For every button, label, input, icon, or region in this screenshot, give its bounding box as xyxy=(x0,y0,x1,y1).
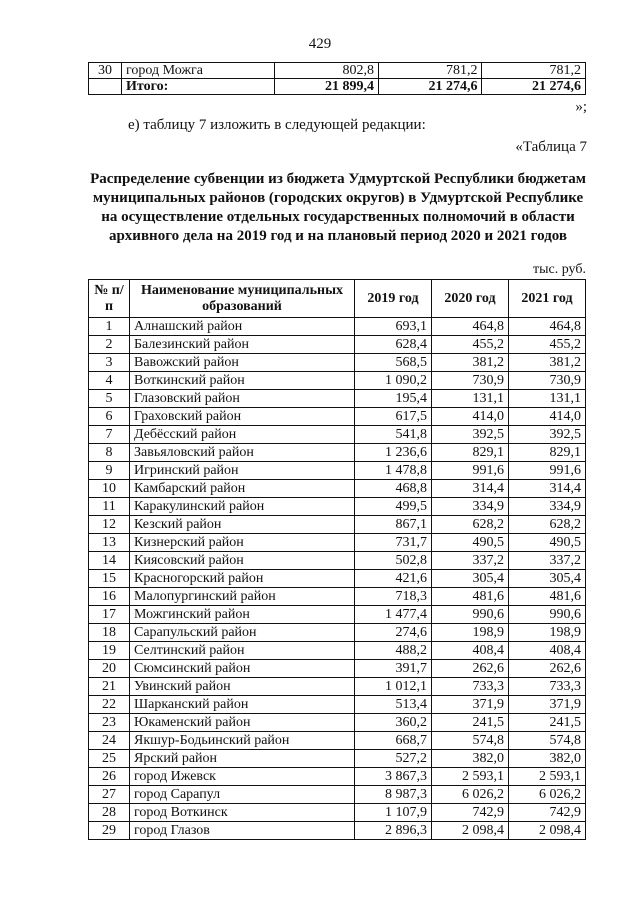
value-2020: 131,1 xyxy=(432,390,509,408)
value-2019: 499,5 xyxy=(355,498,432,516)
value-2020: 730,9 xyxy=(432,372,509,390)
municipality-name: Ярский район xyxy=(130,750,355,768)
table-row xyxy=(89,444,586,462)
value-2019: 1 090,2 xyxy=(355,372,432,390)
value-2020: 392,5 xyxy=(432,426,509,444)
value-2021: 991,6 xyxy=(509,462,586,480)
subvention-table xyxy=(88,279,586,840)
row-number: 6 xyxy=(89,408,130,426)
total-2020: 21 274,6 xyxy=(378,79,482,95)
total-2019: 21 899,4 xyxy=(275,79,379,95)
value-2020: 455,2 xyxy=(432,336,509,354)
municipality-name: Граховский район xyxy=(130,408,355,426)
municipality-name: Балезинский район xyxy=(130,336,355,354)
value-2020: 990,6 xyxy=(432,606,509,624)
table-row xyxy=(89,678,586,696)
municipality-name: Увинский район xyxy=(130,678,355,696)
municipality-name: Глазовский район xyxy=(130,390,355,408)
table-row xyxy=(89,498,586,516)
value-2021: 241,5 xyxy=(509,714,586,732)
municipality-name: город Можга xyxy=(122,63,275,79)
value-2019: 1 107,9 xyxy=(355,804,432,822)
table-row xyxy=(89,714,586,732)
row-number: 24 xyxy=(89,732,130,750)
municipality-name: Игринский район xyxy=(130,462,355,480)
value-2019: 693,1 xyxy=(355,318,432,336)
value-2020: 991,6 xyxy=(432,462,509,480)
row-number: 13 xyxy=(89,534,130,552)
value-2019: 1 478,8 xyxy=(355,462,432,480)
municipality-name: Сарапульский район xyxy=(130,624,355,642)
row-number: 17 xyxy=(89,606,130,624)
row-number: 28 xyxy=(89,804,130,822)
municipality-name: Малопургинский район xyxy=(130,588,355,606)
row-number: 8 xyxy=(89,444,130,462)
value-2019: 541,8 xyxy=(355,426,432,444)
value-2021: 305,4 xyxy=(509,570,586,588)
value-2019: 391,7 xyxy=(355,660,432,678)
value-2021: 733,3 xyxy=(509,678,586,696)
row-number: 12 xyxy=(89,516,130,534)
value-2020: 781,2 xyxy=(378,63,482,79)
table-row xyxy=(89,660,586,678)
table-title: Распределение субвенции из бюджета Удмуртской Республики бюджетам муниципальных районов (городских округов) в Удмуртской Республике на осуществление отдельных государственных полномочий в области архивного дела на 2019 год и на плановый период 2020 и 2021 годов xyxy=(90,171,586,244)
value-2021: 337,2 xyxy=(509,552,586,570)
value-2021: 829,1 xyxy=(509,444,586,462)
municipality-name: Камбарский район xyxy=(130,480,355,498)
table-row xyxy=(89,480,586,498)
row-number: 9 xyxy=(89,462,130,480)
value-2019: 360,2 xyxy=(355,714,432,732)
amendment-instruction: е) таблицу 7 изложить в следующей редакции: xyxy=(128,117,426,133)
table-row xyxy=(89,372,586,390)
value-2021: 742,9 xyxy=(509,804,586,822)
value-2019: 1 236,6 xyxy=(355,444,432,462)
row-number: 14 xyxy=(89,552,130,570)
municipality-name: Шарканский район xyxy=(130,696,355,714)
table-row xyxy=(89,408,586,426)
value-2021: 628,2 xyxy=(509,516,586,534)
value-2021: 574,8 xyxy=(509,732,586,750)
row-number: 15 xyxy=(89,570,130,588)
value-2020: 733,3 xyxy=(432,678,509,696)
value-2021: 392,5 xyxy=(509,426,586,444)
municipality-name: Вавожский район xyxy=(130,354,355,372)
row-number: 21 xyxy=(89,678,130,696)
page-number: 429 xyxy=(308,36,332,52)
previous-table-body xyxy=(89,63,586,95)
table-row xyxy=(89,63,586,79)
total-row xyxy=(89,79,586,95)
row-number: 4 xyxy=(89,372,130,390)
value-2019: 527,2 xyxy=(355,750,432,768)
row-number: 11 xyxy=(89,498,130,516)
value-2021: 730,9 xyxy=(509,372,586,390)
table-row xyxy=(89,822,586,840)
table-row xyxy=(89,354,586,372)
value-2019: 8 987,3 xyxy=(355,786,432,804)
header-2020: 2020 год xyxy=(432,280,509,318)
value-2019: 488,2 xyxy=(355,642,432,660)
value-2020: 481,6 xyxy=(432,588,509,606)
row-number: 27 xyxy=(89,786,130,804)
municipality-name: город Глазов xyxy=(130,822,355,840)
subvention-table-body xyxy=(89,318,586,840)
value-2019: 617,5 xyxy=(355,408,432,426)
value-2020: 198,9 xyxy=(432,624,509,642)
table-header-row xyxy=(89,280,586,318)
table-row xyxy=(89,426,586,444)
municipality-name: Воткинский район xyxy=(130,372,355,390)
closing-quote: »; xyxy=(575,99,587,115)
row-number: 20 xyxy=(89,660,130,678)
value-2019: 195,4 xyxy=(355,390,432,408)
table-row xyxy=(89,462,586,480)
municipality-name: Красногорский район xyxy=(130,570,355,588)
header-name: Наименование муниципальных образований xyxy=(130,280,355,318)
value-2020: 464,8 xyxy=(432,318,509,336)
municipality-name: город Воткинск xyxy=(130,804,355,822)
value-2020: 408,4 xyxy=(432,642,509,660)
value-2019: 628,4 xyxy=(355,336,432,354)
table-row xyxy=(89,750,586,768)
value-2021: 414,0 xyxy=(509,408,586,426)
table-row xyxy=(89,696,586,714)
value-2020: 2 593,1 xyxy=(432,768,509,786)
table-row xyxy=(89,606,586,624)
value-2020: 241,5 xyxy=(432,714,509,732)
row-number: 1 xyxy=(89,318,130,336)
value-2020: 262,6 xyxy=(432,660,509,678)
value-2020: 314,4 xyxy=(432,480,509,498)
municipality-name: город Сарапул xyxy=(130,786,355,804)
municipality-name: Дебёсский район xyxy=(130,426,355,444)
value-2020: 574,8 xyxy=(432,732,509,750)
row-number: 29 xyxy=(89,822,130,840)
table-row xyxy=(89,516,586,534)
value-2020: 6 026,2 xyxy=(432,786,509,804)
row-number: 26 xyxy=(89,768,130,786)
value-2021: 381,2 xyxy=(509,354,586,372)
value-2019: 867,1 xyxy=(355,516,432,534)
value-2019: 468,8 xyxy=(355,480,432,498)
value-2019: 1 012,1 xyxy=(355,678,432,696)
value-2021: 464,8 xyxy=(509,318,586,336)
value-2020: 628,2 xyxy=(432,516,509,534)
value-2019: 421,6 xyxy=(355,570,432,588)
value-2020: 2 098,4 xyxy=(432,822,509,840)
table-row xyxy=(89,390,586,408)
value-2019: 668,7 xyxy=(355,732,432,750)
value-2019: 3 867,3 xyxy=(355,768,432,786)
value-2020: 742,9 xyxy=(432,804,509,822)
value-2020: 382,0 xyxy=(432,750,509,768)
row-number: 22 xyxy=(89,696,130,714)
value-2021: 262,6 xyxy=(509,660,586,678)
municipality-name: Селтинский район xyxy=(130,642,355,660)
value-2019: 1 477,4 xyxy=(355,606,432,624)
value-2020: 414,0 xyxy=(432,408,509,426)
row-number: 30 xyxy=(89,63,122,79)
value-2019: 802,8 xyxy=(275,63,379,79)
total-empty-cell xyxy=(89,79,122,95)
table-row xyxy=(89,570,586,588)
value-2021: 781,2 xyxy=(482,63,586,79)
value-2021: 382,0 xyxy=(509,750,586,768)
row-number: 5 xyxy=(89,390,130,408)
row-number: 18 xyxy=(89,624,130,642)
table-row xyxy=(89,642,586,660)
municipality-name: город Ижевск xyxy=(130,768,355,786)
row-number: 7 xyxy=(89,426,130,444)
row-number: 16 xyxy=(89,588,130,606)
row-number: 10 xyxy=(89,480,130,498)
table-row xyxy=(89,732,586,750)
header-2019: 2019 год xyxy=(355,280,432,318)
table-row xyxy=(89,624,586,642)
table-row xyxy=(89,534,586,552)
value-2019: 718,3 xyxy=(355,588,432,606)
municipality-name: Кизнерский район xyxy=(130,534,355,552)
value-2021: 455,2 xyxy=(509,336,586,354)
table-row xyxy=(89,768,586,786)
total-label: Итого: xyxy=(122,79,275,95)
municipality-name: Сюмсинский район xyxy=(130,660,355,678)
row-number: 23 xyxy=(89,714,130,732)
value-2021: 990,6 xyxy=(509,606,586,624)
value-2019: 502,8 xyxy=(355,552,432,570)
value-2019: 731,7 xyxy=(355,534,432,552)
municipality-name: Якшур-Бодьинский район xyxy=(130,732,355,750)
municipality-name: Киясовский район xyxy=(130,552,355,570)
value-2020: 829,1 xyxy=(432,444,509,462)
value-2021: 6 026,2 xyxy=(509,786,586,804)
value-2020: 305,4 xyxy=(432,570,509,588)
table-label: «Таблица 7 xyxy=(515,139,587,155)
row-number: 19 xyxy=(89,642,130,660)
row-number: 2 xyxy=(89,336,130,354)
row-number: 25 xyxy=(89,750,130,768)
municipality-name: Кезский район xyxy=(130,516,355,534)
table-row xyxy=(89,786,586,804)
value-2021: 131,1 xyxy=(509,390,586,408)
municipality-name: Юкаменский район xyxy=(130,714,355,732)
previous-table-end xyxy=(88,62,586,95)
value-2021: 334,9 xyxy=(509,498,586,516)
table-row xyxy=(89,552,586,570)
value-2021: 481,6 xyxy=(509,588,586,606)
municipality-name: Каракулинский район xyxy=(130,498,355,516)
municipality-name: Завьяловский район xyxy=(130,444,355,462)
header-2021: 2021 год xyxy=(509,280,586,318)
total-2021: 21 274,6 xyxy=(482,79,586,95)
units-label: тыс. руб. xyxy=(533,262,586,277)
row-number: 3 xyxy=(89,354,130,372)
value-2019: 568,5 xyxy=(355,354,432,372)
value-2021: 371,9 xyxy=(509,696,586,714)
table-row xyxy=(89,804,586,822)
municipality-name: Алнашский район xyxy=(130,318,355,336)
value-2021: 314,4 xyxy=(509,480,586,498)
table-row xyxy=(89,588,586,606)
municipality-name: Можгинский район xyxy=(130,606,355,624)
value-2019: 513,4 xyxy=(355,696,432,714)
value-2020: 490,5 xyxy=(432,534,509,552)
table-row xyxy=(89,336,586,354)
value-2020: 381,2 xyxy=(432,354,509,372)
value-2019: 2 896,3 xyxy=(355,822,432,840)
value-2021: 2 593,1 xyxy=(509,768,586,786)
value-2021: 490,5 xyxy=(509,534,586,552)
header-no: № п/п xyxy=(89,280,130,318)
value-2020: 371,9 xyxy=(432,696,509,714)
value-2019: 274,6 xyxy=(355,624,432,642)
value-2021: 198,9 xyxy=(509,624,586,642)
value-2020: 337,2 xyxy=(432,552,509,570)
value-2021: 408,4 xyxy=(509,642,586,660)
table-row xyxy=(89,318,586,336)
value-2020: 334,9 xyxy=(432,498,509,516)
value-2021: 2 098,4 xyxy=(509,822,586,840)
